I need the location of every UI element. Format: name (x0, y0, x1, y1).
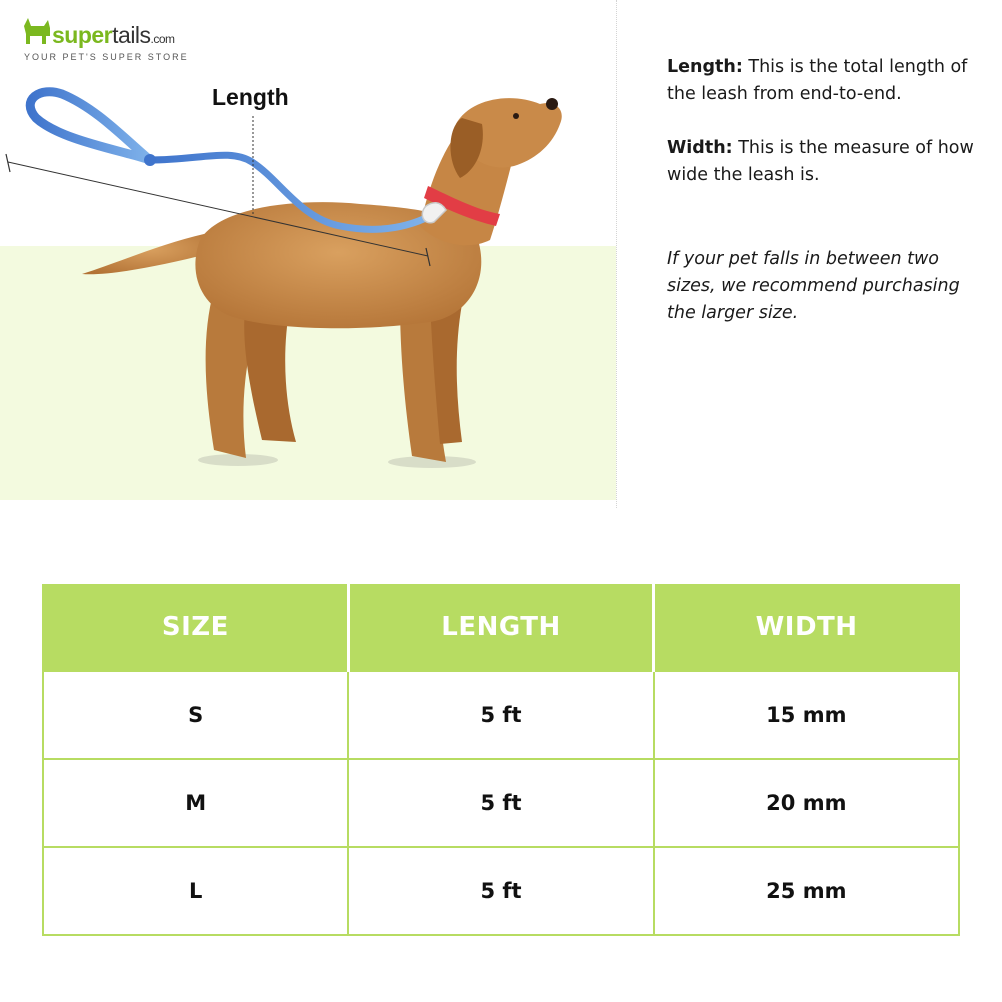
cell-width: 25 mm (654, 847, 959, 935)
definition-term: Length: (667, 57, 743, 77)
table-header-row (43, 584, 959, 671)
cell-length: 5 ft (348, 847, 653, 935)
cell-length: 5 ft (348, 671, 653, 759)
dog-nose (546, 98, 558, 110)
cell-size: L (43, 847, 348, 935)
table-row (43, 847, 959, 935)
column-header-length: LENGTH (348, 584, 653, 671)
leash-handle (30, 92, 150, 160)
definitions-panel (667, 54, 977, 354)
brand-name-part1: super (52, 22, 113, 48)
definition-text: This is the measure of how wide the leash is. (667, 138, 974, 185)
brand-name-part2: tails (112, 22, 151, 48)
length-annotation-label: Length (212, 84, 289, 110)
cell-width: 15 mm (654, 671, 959, 759)
brand-logo[interactable] (22, 14, 192, 66)
brand-domain: .com (150, 32, 175, 46)
definition-text: This is the total length of the leash from end-to-end. (667, 57, 968, 104)
cell-size: S (43, 671, 348, 759)
dog-on-leash-illustration (0, 0, 616, 500)
section-divider (616, 0, 617, 508)
brand-tagline: YOUR PET'S SUPER STORE (24, 52, 189, 62)
column-header-width: WIDTH (654, 584, 959, 671)
definition-term: Width: (667, 138, 733, 158)
table-row (43, 671, 959, 759)
length-measure-tick (6, 154, 10, 172)
dog-eye (513, 113, 519, 119)
definition-width (667, 135, 977, 189)
size-recommendation-note: If your pet falls in between two sizes, we recommend purchasing the larger size. (667, 249, 960, 323)
column-header-size: SIZE (43, 584, 348, 671)
cell-width: 20 mm (654, 759, 959, 847)
leash-illustration (0, 0, 616, 500)
brand-wordmark (52, 20, 175, 54)
size-chart-table (42, 584, 960, 936)
definition-length (667, 54, 977, 108)
cell-size: M (43, 759, 348, 847)
leash-ring (144, 154, 156, 166)
dog-logo-icon (22, 14, 52, 46)
cell-length: 5 ft (348, 759, 653, 847)
table-row (43, 759, 959, 847)
